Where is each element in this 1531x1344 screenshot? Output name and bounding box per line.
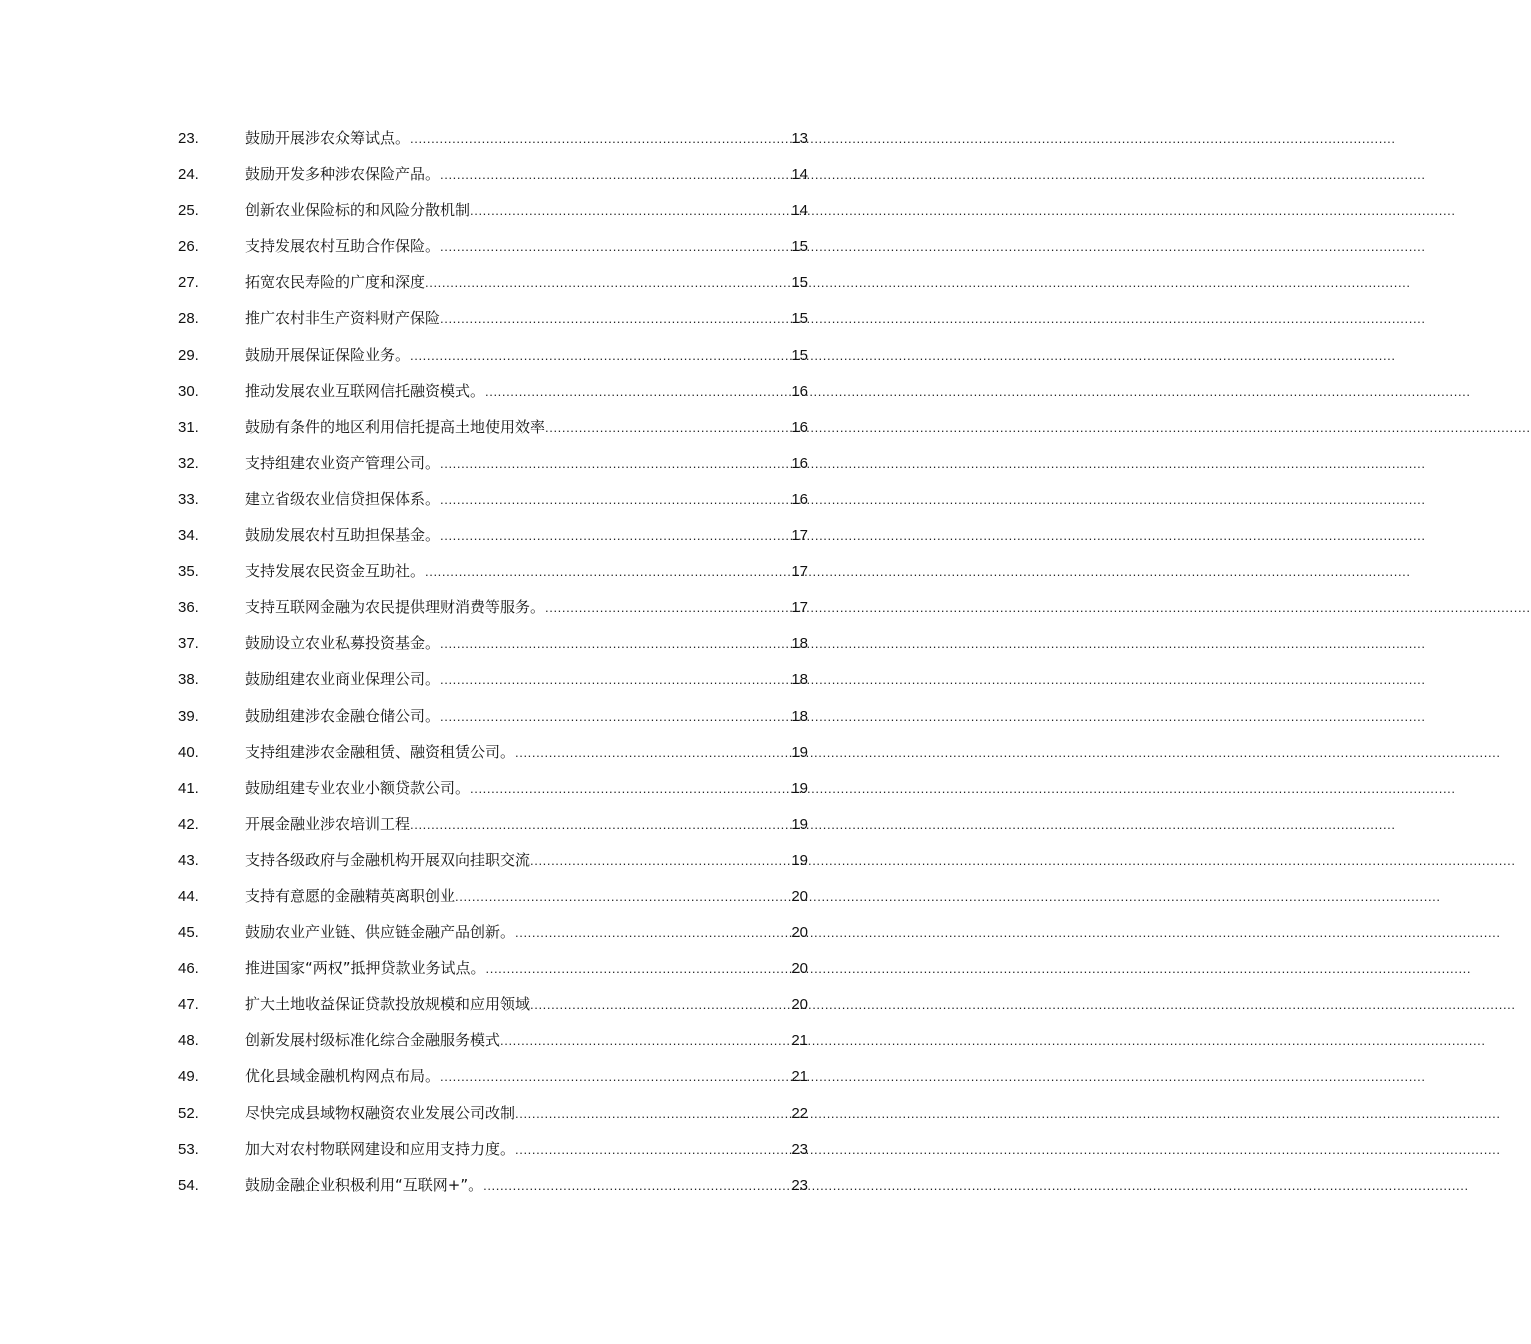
- toc-entry[interactable]: [178, 409, 808, 445]
- toc-entry-page-number: 23: [791, 1176, 808, 1194]
- toc-entry-title: 支持互联网金融为农民提供理财消费等服务。: [245, 598, 546, 617]
- toc-entry[interactable]: [178, 1058, 808, 1094]
- toc-entry-title: 鼓励组建农业商业保理公司。: [245, 670, 441, 689]
- toc-entry-page-number: 19: [791, 815, 808, 833]
- toc-dot-leader: [470, 771, 790, 807]
- toc-dot-leader: [545, 590, 790, 626]
- toc-entry-title: 推进国家“两权”抵押贷款业务试点。: [245, 959, 486, 978]
- toc-entry[interactable]: [178, 553, 808, 589]
- toc-entry[interactable]: [178, 481, 808, 517]
- toc-entry-page-number: 17: [791, 563, 808, 581]
- toc-entry-title: 支持发展农村互助合作保险。: [245, 237, 441, 256]
- toc-dot-leader: [515, 915, 790, 951]
- toc-dot-leader: [440, 229, 790, 265]
- toc-entry[interactable]: [178, 264, 808, 300]
- toc-entry-title: 鼓励金融企业积极利用“互联网+”。: [245, 1175, 484, 1194]
- toc-entry-page-number: 15: [791, 346, 808, 364]
- toc-entry-page-number: 16: [791, 454, 808, 472]
- toc-dot-leader: [440, 626, 790, 662]
- toc-entry-title: 鼓励发展农村互助担保基金。: [245, 526, 441, 545]
- toc-entry-title: 建立省级农业信贷担保体系。: [245, 489, 441, 508]
- toc-entry[interactable]: [178, 589, 808, 625]
- toc-dot-leader: [440, 301, 790, 337]
- toc-entry[interactable]: [178, 625, 808, 661]
- toc-entry-number: 35.: [178, 563, 199, 581]
- toc-entry-number: 42.: [178, 815, 199, 833]
- toc-dot-leader: [530, 843, 790, 879]
- toc-entry-number: 30.: [178, 382, 199, 400]
- toc-entry-title: 扩大土地收益保证贷款投放规模和应用领域: [245, 995, 531, 1014]
- toc-entry-page-number: 18: [791, 671, 808, 689]
- toc-entry-number: 33.: [178, 490, 199, 508]
- toc-entry[interactable]: [178, 156, 808, 192]
- toc-entry-title: 鼓励组建涉农金融仓储公司。: [245, 706, 441, 725]
- toc-dot-leader: [515, 735, 790, 771]
- toc-entry[interactable]: [178, 192, 808, 228]
- toc-entry-page-number: 20: [791, 960, 808, 978]
- toc-dot-leader: [515, 1096, 790, 1132]
- toc-dot-leader: [545, 410, 790, 446]
- toc-entry-number: 46.: [178, 960, 199, 978]
- toc-entry-title: 拓宽农民寿险的广度和深度: [245, 273, 426, 292]
- toc-entry-number: 53.: [178, 1140, 199, 1158]
- toc-entry[interactable]: [178, 842, 808, 878]
- toc-entry[interactable]: [178, 228, 808, 264]
- toc-dot-leader: [440, 157, 790, 193]
- toc-entry[interactable]: [178, 1167, 808, 1203]
- toc-entry-title: 鼓励开展保证保险业务。: [245, 345, 411, 364]
- toc-entry[interactable]: [178, 661, 808, 697]
- toc-entry-page-number: 22: [791, 1104, 808, 1122]
- toc-entry[interactable]: [178, 986, 808, 1022]
- toc-dot-leader: [470, 193, 790, 229]
- toc-entry-page-number: 14: [791, 166, 808, 184]
- toc-entry-number: 38.: [178, 671, 199, 689]
- toc-entry-number: 32.: [178, 454, 199, 472]
- toc-dot-leader: [440, 699, 790, 735]
- toc-entry[interactable]: [178, 120, 808, 156]
- toc-entry[interactable]: [178, 1095, 808, 1131]
- toc-entry-page-number: 15: [791, 310, 808, 328]
- toc-entry-number: 28.: [178, 310, 199, 328]
- toc-entry-number: 34.: [178, 527, 199, 545]
- toc-entry-number: 25.: [178, 202, 199, 220]
- toc-entry-title: 鼓励农业产业链、供应链金融产品创新。: [245, 923, 516, 942]
- toc-dot-leader: [440, 482, 790, 518]
- toc-dot-leader: [440, 662, 790, 698]
- toc-entry[interactable]: [178, 1022, 808, 1058]
- toc-entry-title: 鼓励有条件的地区利用信托提高土地使用效率: [245, 417, 546, 436]
- toc-dot-leader: [410, 121, 790, 157]
- toc-entry-number: 37.: [178, 635, 199, 653]
- toc-entry-page-number: 20: [791, 996, 808, 1014]
- toc-entry-number: 26.: [178, 238, 199, 256]
- toc-entry-title: 支持发展农民资金互助社。: [245, 562, 426, 581]
- toc-entry-number: 48.: [178, 1032, 199, 1050]
- toc-entry-page-number: 16: [791, 490, 808, 508]
- toc-entry-title: 鼓励设立农业私募投资基金。: [245, 634, 441, 653]
- toc-entry-number: 54.: [178, 1176, 199, 1194]
- toc-dot-leader: [440, 1059, 790, 1095]
- toc-dot-leader: [425, 265, 790, 301]
- toc-dot-leader: [486, 951, 791, 987]
- toc-entry[interactable]: [178, 337, 808, 373]
- toc-entry-title: 推动发展农业互联网信托融资模式。: [245, 381, 486, 400]
- toc-entry[interactable]: [178, 734, 808, 770]
- toc-dot-leader: [530, 987, 790, 1023]
- toc-dot-leader: [440, 518, 790, 554]
- toc-entry-number: 43.: [178, 851, 199, 869]
- toc-entry-title: 创新发展村级标准化综合金融服务模式: [245, 1031, 501, 1050]
- toc-entry-number: 41.: [178, 779, 199, 797]
- table-of-contents: [178, 120, 808, 1203]
- toc-entry-page-number: 21: [791, 1068, 808, 1086]
- toc-entry-number: 47.: [178, 996, 199, 1014]
- toc-entry-number: 31.: [178, 418, 199, 436]
- toc-entry-title: 支持各级政府与金融机构开展双向挂职交流: [245, 850, 531, 869]
- toc-entry-page-number: 14: [791, 202, 808, 220]
- toc-entry-page-number: 16: [791, 418, 808, 436]
- toc-entry[interactable]: [178, 445, 808, 481]
- toc-entry-page-number: 18: [791, 635, 808, 653]
- toc-entry-page-number: 19: [791, 743, 808, 761]
- toc-entry-page-number: 19: [791, 851, 808, 869]
- toc-entry[interactable]: [178, 373, 808, 409]
- toc-entry[interactable]: [178, 770, 808, 806]
- toc-dot-leader: [500, 1023, 790, 1059]
- toc-entry-number: 27.: [178, 274, 199, 292]
- toc-entry-number: 36.: [178, 599, 199, 617]
- toc-entry[interactable]: [178, 806, 808, 842]
- toc-entry-title: 优化县域金融机构网点布局。: [245, 1067, 441, 1086]
- toc-entry-page-number: 15: [791, 238, 808, 256]
- toc-entry[interactable]: [178, 300, 808, 336]
- toc-entry-number: 44.: [178, 887, 199, 905]
- toc-entry-page-number: 17: [791, 599, 808, 617]
- toc-entry-number: 24.: [178, 166, 199, 184]
- toc-entry-page-number: 23: [791, 1140, 808, 1158]
- toc-entry-title: 支持组建农业资产管理公司。: [245, 453, 441, 472]
- toc-dot-leader: [410, 807, 790, 843]
- toc-entry-page-number: 19: [791, 779, 808, 797]
- toc-entry-number: 49.: [178, 1068, 199, 1086]
- toc-entry-page-number: 21: [791, 1032, 808, 1050]
- toc-dot-leader: [455, 879, 790, 915]
- toc-entry-page-number: 20: [791, 887, 808, 905]
- toc-entry-page-number: 13: [791, 130, 808, 147]
- toc-entry-title: 鼓励开展涉农众筹试点。: [245, 129, 411, 147]
- toc-entry-number: 40.: [178, 743, 199, 761]
- toc-entry-page-number: 20: [791, 924, 808, 942]
- toc-entry-page-number: 15: [791, 274, 808, 292]
- toc-entry[interactable]: [178, 914, 808, 950]
- toc-entry-title: 鼓励组建专业农业小额贷款公司。: [245, 778, 471, 797]
- toc-entry-title: 支持组建涉农金融租赁、融资租赁公司。: [245, 742, 516, 761]
- toc-dot-leader: [440, 446, 790, 482]
- toc-entry-title: 创新农业保险标的和风险分散机制: [245, 201, 471, 220]
- toc-entry[interactable]: [178, 878, 808, 914]
- toc-entry[interactable]: [178, 1131, 808, 1167]
- toc-entry-number: 45.: [178, 924, 199, 942]
- toc-entry-number: 52.: [178, 1104, 199, 1122]
- toc-entry-title: 开展金融业涉农培训工程: [245, 814, 411, 833]
- toc-entry-page-number: 18: [791, 707, 808, 725]
- toc-dot-leader: [425, 554, 790, 590]
- toc-entry-title: 支持有意愿的金融精英离职创业: [245, 886, 456, 905]
- toc-entry-number: 29.: [178, 346, 199, 364]
- toc-entry[interactable]: [178, 698, 808, 734]
- toc-entry-title: 推广农村非生产资料财产保险: [245, 309, 441, 328]
- toc-entry-title: 鼓励开发多种涉农保险产品。: [245, 165, 441, 184]
- toc-entry-page-number: 16: [791, 382, 808, 400]
- toc-entry-page-number: 17: [791, 527, 808, 545]
- toc-dot-leader: [410, 338, 790, 374]
- toc-entry[interactable]: [178, 950, 808, 986]
- toc-dot-leader: [515, 1132, 790, 1168]
- toc-dot-leader: [485, 374, 790, 410]
- toc-entry-number: 23.: [178, 130, 199, 147]
- toc-dot-leader: [483, 1168, 790, 1204]
- toc-entry-title: 加大对农村物联网建设和应用支持力度。: [245, 1139, 516, 1158]
- toc-entry-number: 39.: [178, 707, 199, 725]
- toc-entry-title: 尽快完成县域物权融资农业发展公司改制: [245, 1103, 516, 1122]
- toc-entry[interactable]: [178, 517, 808, 553]
